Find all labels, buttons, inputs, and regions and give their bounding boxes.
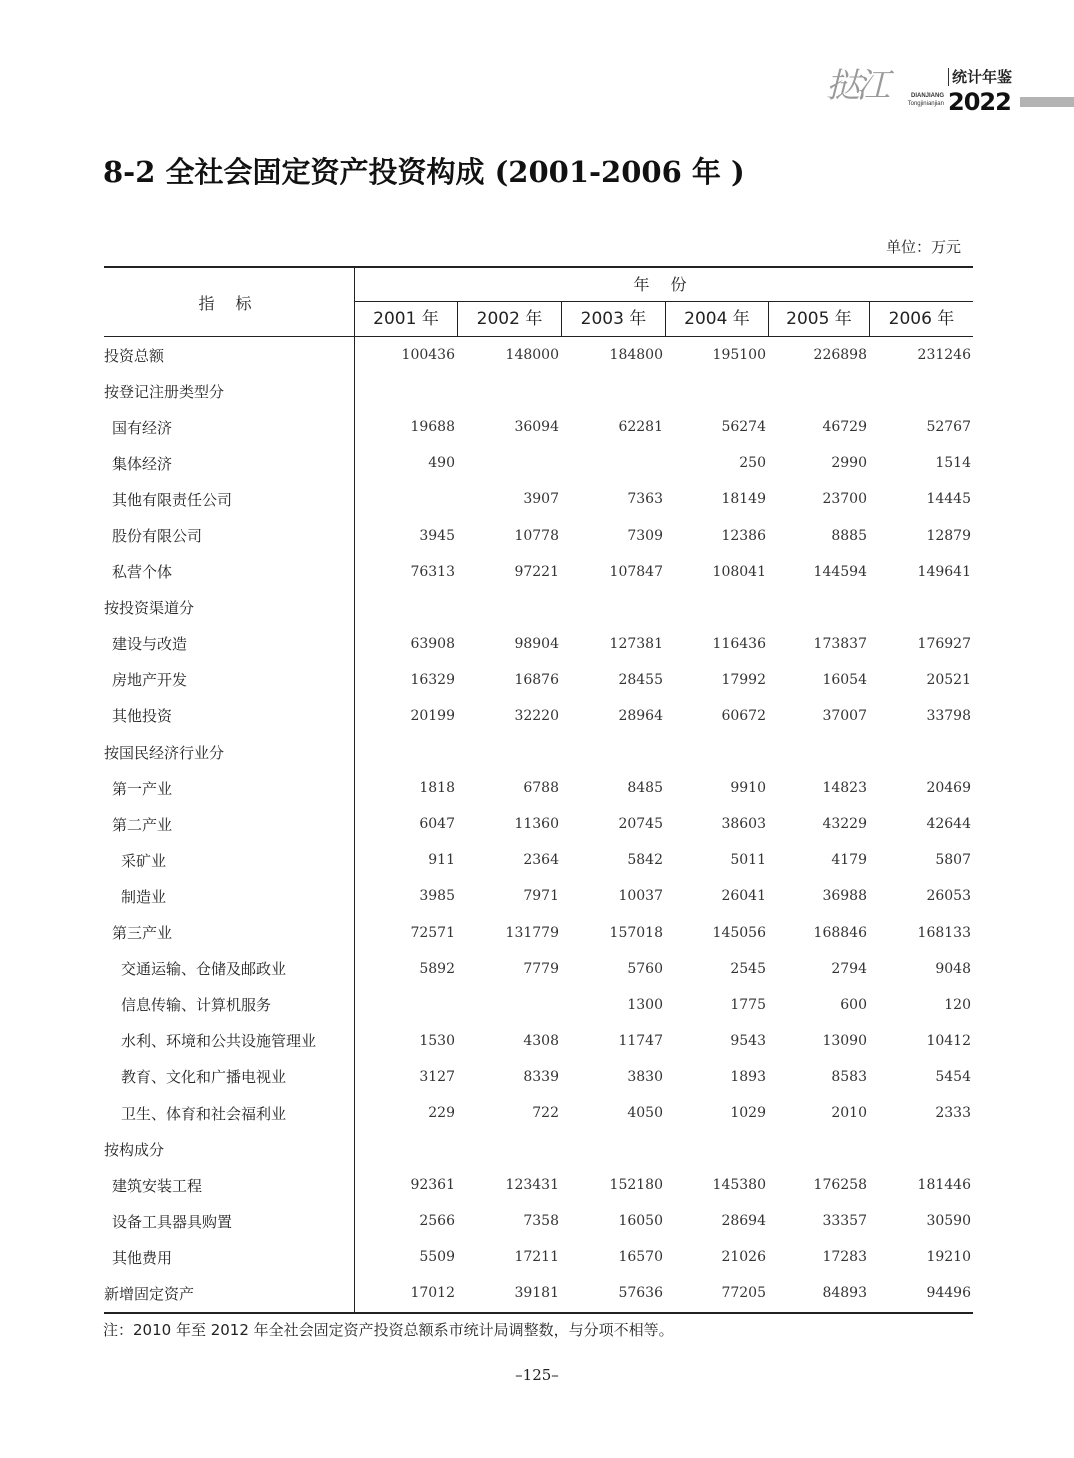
row-label: 其他费用	[112, 1248, 173, 1267]
cell-value: 152180	[609, 1177, 663, 1194]
cell-value: 10778	[514, 527, 559, 544]
header-bar	[1020, 97, 1074, 107]
cell-value: 3985	[419, 888, 455, 905]
cell-value: 8485	[627, 780, 663, 797]
cell-value: 6788	[523, 780, 559, 797]
table-row	[104, 1059, 973, 1095]
cell-value: 20521	[926, 671, 971, 688]
cell-value: 1300	[627, 996, 663, 1013]
cell-value: 8885	[831, 527, 867, 544]
cell-value: 5807	[935, 852, 971, 869]
row-label: 集体经济	[112, 454, 173, 473]
cell-value: 5842	[627, 852, 663, 869]
table-row	[104, 1167, 973, 1203]
cell-value: 722	[532, 1105, 559, 1122]
cell-value: 12879	[926, 527, 971, 544]
row-label: 股份有限公司	[112, 527, 203, 546]
cell-value: 98904	[514, 635, 559, 652]
cell-value: 1775	[730, 996, 766, 1013]
cell-value: 120	[944, 996, 971, 1013]
row-label: 建筑安装工程	[112, 1176, 203, 1195]
cell-value: 2566	[419, 1213, 455, 1230]
year-column-header: 2001 年	[373, 309, 439, 329]
table-row	[104, 1275, 973, 1311]
row-label: 第二产业	[112, 815, 173, 834]
cell-value: 5011	[730, 852, 766, 869]
row-label: 制造业	[121, 887, 167, 906]
table-row	[104, 590, 973, 626]
cell-value: 184800	[609, 347, 663, 364]
row-label: 按投资渠道分	[104, 599, 195, 618]
cell-value: 5892	[419, 960, 455, 977]
cell-value: 176927	[917, 635, 971, 652]
cell-value: 33798	[926, 707, 971, 724]
logo-title: 统计年鉴	[948, 68, 1012, 86]
cell-value: 23700	[822, 491, 867, 508]
cell-value: 10037	[618, 888, 663, 905]
cell-value: 18149	[721, 491, 766, 508]
year-column-header: 2006 年	[869, 302, 973, 336]
table-body	[104, 337, 973, 1312]
cell-value: 149641	[917, 563, 971, 580]
data-table	[104, 266, 973, 1314]
cell-value: 157018	[609, 924, 663, 941]
row-label: 水利、环境和公共设施管理业	[121, 1032, 317, 1051]
cell-value: 84893	[822, 1285, 867, 1302]
cell-value: 16329	[410, 671, 455, 688]
table-row	[104, 951, 973, 987]
year-column-header: 2003 年	[561, 302, 665, 336]
cell-value: 39181	[514, 1285, 559, 1302]
cell-value: 1530	[419, 1032, 455, 1049]
cell-value: 2990	[831, 455, 867, 472]
cell-value: 10412	[926, 1032, 971, 1049]
cell-value: 911	[428, 852, 455, 869]
cell-value: 20469	[926, 780, 971, 797]
cell-value: 63908	[410, 635, 455, 652]
cell-value: 37007	[822, 707, 867, 724]
cell-value: 131779	[505, 924, 559, 941]
page-title: 8-2 全社会固定资产投资构成 (2001-2006 年 )	[103, 155, 745, 189]
cell-value: 19688	[410, 419, 455, 436]
cell-value: 7358	[523, 1213, 559, 1230]
cell-value: 14823	[822, 780, 867, 797]
cell-value: 107847	[609, 563, 663, 580]
cell-value: 36094	[514, 419, 559, 436]
cell-value: 56274	[721, 419, 766, 436]
table-row	[104, 373, 973, 409]
cell-value: 92361	[410, 1177, 455, 1194]
table-row	[104, 698, 973, 734]
table-row	[104, 806, 973, 842]
cell-value: 7309	[627, 527, 663, 544]
cell-value: 42644	[926, 816, 971, 833]
cell-value: 7363	[627, 491, 663, 508]
cell-value: 1029	[730, 1105, 766, 1122]
cell-value: 250	[739, 455, 766, 472]
cell-value: 3830	[627, 1068, 663, 1085]
yearbook-logo	[826, 62, 1074, 117]
cell-value: 2794	[831, 960, 867, 977]
cell-value: 5760	[627, 960, 663, 977]
table-row	[104, 481, 973, 517]
cell-value: 94496	[926, 1285, 971, 1302]
cell-value: 1514	[935, 455, 971, 472]
row-label: 其他有限责任公司	[112, 490, 233, 509]
cell-value: 4179	[831, 852, 867, 869]
cell-value: 3127	[419, 1068, 455, 1085]
cell-value: 32220	[514, 707, 559, 724]
table-row	[104, 770, 973, 806]
table-row	[104, 337, 973, 373]
cell-value: 2010	[831, 1105, 867, 1122]
cell-value: 3945	[419, 527, 455, 544]
cell-value: 5509	[419, 1249, 455, 1266]
cell-value: 4050	[627, 1105, 663, 1122]
row-label: 第一产业	[112, 779, 173, 798]
cell-value: 17211	[514, 1249, 559, 1266]
table-row	[104, 842, 973, 878]
table-row	[104, 626, 973, 662]
logo-pinyin-1: DIANJIANG	[910, 93, 944, 99]
cell-value: 20745	[618, 816, 663, 833]
cell-value: 28694	[721, 1213, 766, 1230]
cell-value: 13090	[822, 1032, 867, 1049]
row-label: 新增固定资产	[104, 1284, 195, 1303]
cell-value: 145380	[712, 1177, 766, 1194]
cell-value: 2364	[523, 852, 559, 869]
cell-value: 176258	[813, 1177, 867, 1194]
footnote: 注：2010 年至 2012 年全社会固定资产投资总额系市统计局调整数，与分项不相等。	[103, 1321, 674, 1339]
cell-value: 4308	[523, 1032, 559, 1049]
page-number: –125–	[515, 1366, 559, 1384]
cell-value: 9048	[935, 960, 971, 977]
cell-value: 21026	[721, 1249, 766, 1266]
cell-value: 16050	[618, 1213, 663, 1230]
cell-value: 11747	[618, 1032, 663, 1049]
row-label: 交通运输、仓储及邮政业	[121, 960, 287, 979]
cell-value: 16054	[822, 671, 867, 688]
cell-value: 5454	[935, 1068, 971, 1085]
table-row	[104, 409, 973, 445]
cell-value: 168846	[813, 924, 867, 941]
cell-value: 123431	[505, 1177, 559, 1194]
cell-value: 1893	[730, 1068, 766, 1085]
cell-value: 38603	[721, 816, 766, 833]
cell-value: 2333	[935, 1105, 971, 1122]
logo-calligraphy: 挞江	[826, 66, 886, 106]
year-column-header: 2002 年	[457, 302, 561, 336]
row-label: 房地产开发	[112, 671, 188, 690]
cell-value: 195100	[712, 347, 766, 364]
table-row	[104, 1239, 973, 1275]
cell-value: 52767	[926, 419, 971, 436]
cell-value: 36988	[822, 888, 867, 905]
cell-value: 2545	[730, 960, 766, 977]
table-row	[104, 1131, 973, 1167]
cell-value: 6047	[419, 816, 455, 833]
cell-value: 17012	[410, 1285, 455, 1302]
cell-value: 7971	[523, 888, 559, 905]
year-column-header: 2004 年	[665, 302, 768, 336]
row-label: 设备工具器具购置	[112, 1212, 233, 1231]
cell-value: 30590	[926, 1213, 971, 1230]
cell-value: 19210	[926, 1249, 971, 1266]
row-label: 建设与改造	[112, 635, 188, 654]
years-header	[354, 268, 973, 336]
cell-value: 97221	[514, 563, 559, 580]
year-group-header: 年 份	[355, 268, 973, 302]
cell-value: 76313	[410, 563, 455, 580]
cell-value: 16570	[618, 1249, 663, 1266]
cell-value: 12386	[721, 527, 766, 544]
cell-value: 20199	[410, 707, 455, 724]
cell-value: 168133	[917, 924, 971, 941]
cell-value: 60672	[721, 707, 766, 724]
cell-value: 231246	[917, 347, 971, 364]
row-label: 采矿业	[121, 851, 167, 870]
cell-value: 226898	[813, 347, 867, 364]
table-row	[104, 1023, 973, 1059]
table-row	[104, 987, 973, 1023]
cell-value: 3907	[523, 491, 559, 508]
cell-value: 181446	[917, 1177, 971, 1194]
cell-value: 17283	[822, 1249, 867, 1266]
cell-value: 16876	[514, 671, 559, 688]
row-label: 按登记注册类型分	[104, 382, 225, 401]
row-label: 第三产业	[112, 924, 173, 943]
row-label: 其他投资	[112, 707, 173, 726]
cell-value: 1818	[419, 780, 455, 797]
cell-value: 26041	[721, 888, 766, 905]
unit-label: 单位：万元	[885, 238, 961, 256]
cell-value: 108041	[712, 563, 766, 580]
cell-value: 77205	[721, 1285, 766, 1302]
row-label: 信息传输、计算机服务	[121, 996, 272, 1015]
cell-value: 229	[428, 1105, 455, 1122]
row-label: 投资总额	[104, 346, 165, 365]
table-row	[104, 1203, 973, 1239]
row-label: 教育、文化和广播电视业	[121, 1068, 287, 1087]
cell-value: 11360	[514, 816, 559, 833]
table-row	[104, 734, 973, 770]
cell-value: 72571	[410, 924, 455, 941]
cell-value: 57636	[618, 1285, 663, 1302]
row-label: 卫生、体育和社会福利业	[121, 1104, 287, 1123]
row-label: 私营个体	[112, 563, 173, 582]
row-label: 按国民经济行业分	[104, 743, 225, 762]
cell-value: 62281	[618, 419, 663, 436]
logo-pinyin	[894, 92, 944, 108]
table-header	[104, 268, 973, 337]
cell-value: 144594	[813, 563, 867, 580]
cell-value: 9543	[730, 1032, 766, 1049]
cell-value: 43229	[822, 816, 867, 833]
table-row	[104, 662, 973, 698]
row-label: 国有经济	[112, 418, 173, 437]
cell-value: 490	[428, 455, 455, 472]
cell-value: 7779	[523, 960, 559, 977]
cell-value: 145056	[712, 924, 766, 941]
cell-value: 600	[840, 996, 867, 1013]
table-row	[104, 915, 973, 951]
year-column-header: 2005 年	[768, 302, 869, 336]
table-row	[104, 445, 973, 481]
cell-value: 28964	[618, 707, 663, 724]
cell-value: 17992	[721, 671, 766, 688]
indicator-header: 指 标	[198, 293, 260, 313]
cell-value: 8583	[831, 1068, 867, 1085]
cell-value: 100436	[401, 347, 455, 364]
cell-value: 26053	[926, 888, 971, 905]
row-label: 按构成分	[104, 1140, 165, 1159]
cell-value: 8339	[523, 1068, 559, 1085]
cell-value: 173837	[813, 635, 867, 652]
logo-year: 2022	[948, 88, 1011, 116]
table-row	[104, 1095, 973, 1131]
cell-value: 9910	[730, 780, 766, 797]
year-columns	[355, 302, 973, 336]
cell-value: 14445	[926, 491, 971, 508]
cell-value: 28455	[618, 671, 663, 688]
cell-value: 46729	[822, 419, 867, 436]
table-row	[104, 878, 973, 914]
table-row	[104, 554, 973, 590]
logo-pinyin-2: Tongjinianjian	[907, 101, 944, 107]
cell-value: 127381	[609, 635, 663, 652]
cell-value: 116436	[712, 635, 766, 652]
table-row	[104, 517, 973, 553]
cell-value: 33357	[822, 1213, 867, 1230]
cell-value: 148000	[505, 347, 559, 364]
